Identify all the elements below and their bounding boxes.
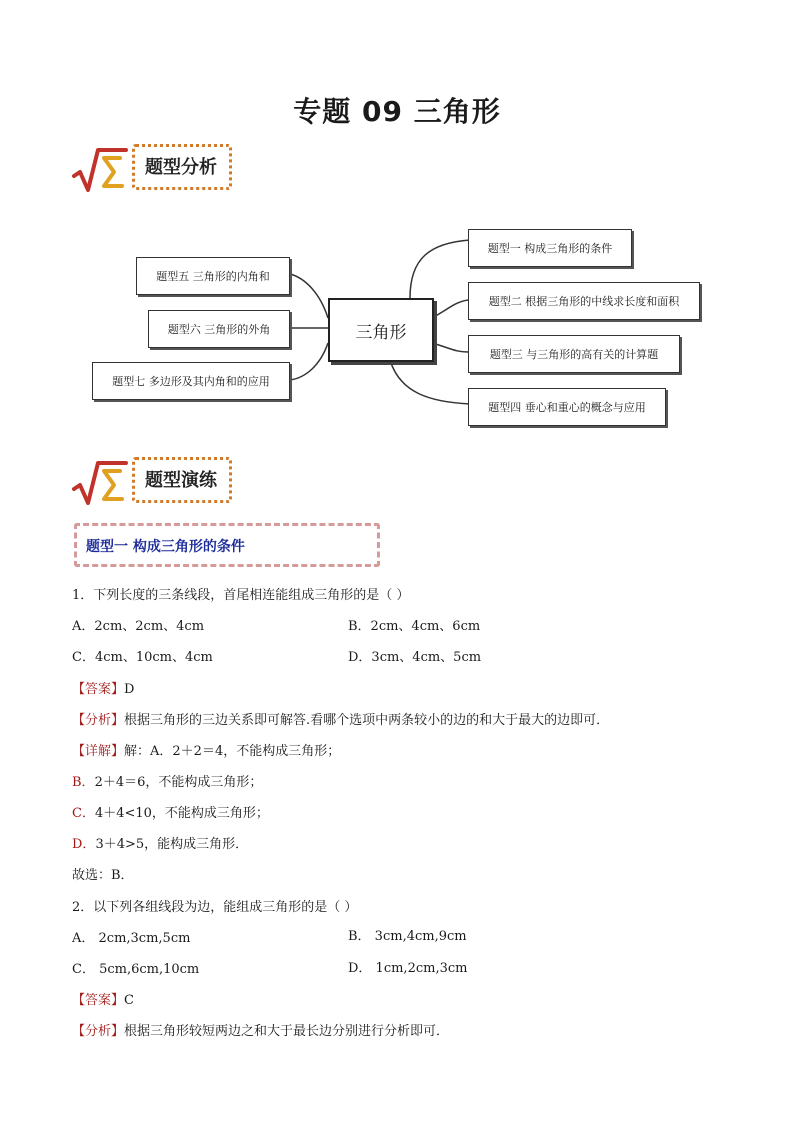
q2-analysis: 根据三角形较短两边之和大于最长边分别进行分析即可．	[124, 1024, 450, 1039]
mindmap-node-2: 题型二 根据三角形的中线求长度和面积	[468, 282, 700, 320]
q1-stem: 1．下列长度的三条线段，首尾相连能组成三角形的是（ ）	[72, 588, 410, 603]
q1-detail-b-label: B．	[72, 775, 95, 790]
mindmap-node-6: 题型六 三角形的外角	[148, 310, 290, 348]
q2-option-d: D． 1cm,2cm,3cm	[348, 961, 468, 976]
q2-answer-line	[72, 989, 134, 1008]
q1-answer: D	[124, 682, 135, 697]
q1-detail-a-line	[72, 740, 340, 759]
q1-option-c: C．4cm、10cm、4cm	[72, 650, 213, 665]
q2-analysis-line	[72, 1020, 449, 1039]
q1-option-a: A．2cm、2cm、4cm	[72, 619, 205, 634]
q1-analysis: 根据三角形的三边关系即可解答.看哪个选项中两条较小的边的和大于最大的边即可．	[124, 713, 610, 728]
q1-detail-d: 3＋4>5，能构成三角形．	[95, 837, 249, 852]
mindmap-node-5: 题型五 三角形的内角和	[136, 257, 290, 295]
detail-tag: 【详解】	[72, 744, 125, 759]
mindmap-node-4: 题型四 垂心和重心的概念与应用	[468, 388, 666, 426]
q1-detail-b-line	[72, 771, 262, 790]
q1-detail-d-label: D．	[72, 837, 96, 852]
q1-detail-a-label: 解：A．	[124, 744, 173, 759]
mindmap-node-3: 题型三 与三角形的高有关的计算题	[468, 335, 680, 373]
topic-1-label: 题型一 构成三角形的条件	[86, 539, 245, 555]
answer-tag: 【答案】	[72, 993, 125, 1008]
mindmap-node-7: 题型七 多边形及其内角和的应用	[92, 362, 290, 400]
section-analysis-heading: 题型分析	[132, 144, 232, 190]
sqrt-sigma-icon	[72, 459, 128, 511]
mindmap-center: 三角形	[328, 298, 434, 362]
q1-detail-a: 2＋2＝4，不能构成三角形；	[172, 744, 341, 759]
q1-choice: 故选：B．	[72, 868, 134, 883]
q2-stem: 2．以下列各组线段为边，能组成三角形的是（ ）	[72, 900, 358, 915]
page-title: 专题 09 三角形	[293, 95, 501, 128]
q1-option-b: B．2cm、4cm、6cm	[348, 619, 481, 634]
q2-option-b: B． 3cm,4cm,9cm	[348, 929, 467, 944]
q1-option-d: D．3cm、4cm、5cm	[348, 650, 482, 665]
mindmap-node-1: 题型一 构成三角形的条件	[468, 229, 632, 267]
sqrt-sigma-icon	[72, 146, 128, 198]
q1-answer-line	[72, 678, 134, 697]
q2-option-c: C． 5cm,6cm,10cm	[72, 962, 200, 977]
q2-answer: C	[124, 993, 134, 1008]
q2-option-a: A． 2cm,3cm,5cm	[72, 931, 191, 946]
q1-detail-d-line	[72, 833, 248, 852]
q1-analysis-line	[72, 709, 609, 728]
analysis-tag: 【分析】	[72, 713, 125, 728]
analysis-tag: 【分析】	[72, 1024, 125, 1039]
q1-detail-c-label: C．	[72, 806, 95, 821]
q1-detail-b: 2＋4＝6，不能构成三角形；	[94, 775, 263, 790]
answer-tag: 【答案】	[72, 682, 125, 697]
q1-detail-c-line	[72, 802, 269, 821]
section-practice-heading: 题型演练	[132, 457, 232, 503]
q1-detail-c: 4＋4<10，不能构成三角形；	[94, 806, 269, 821]
